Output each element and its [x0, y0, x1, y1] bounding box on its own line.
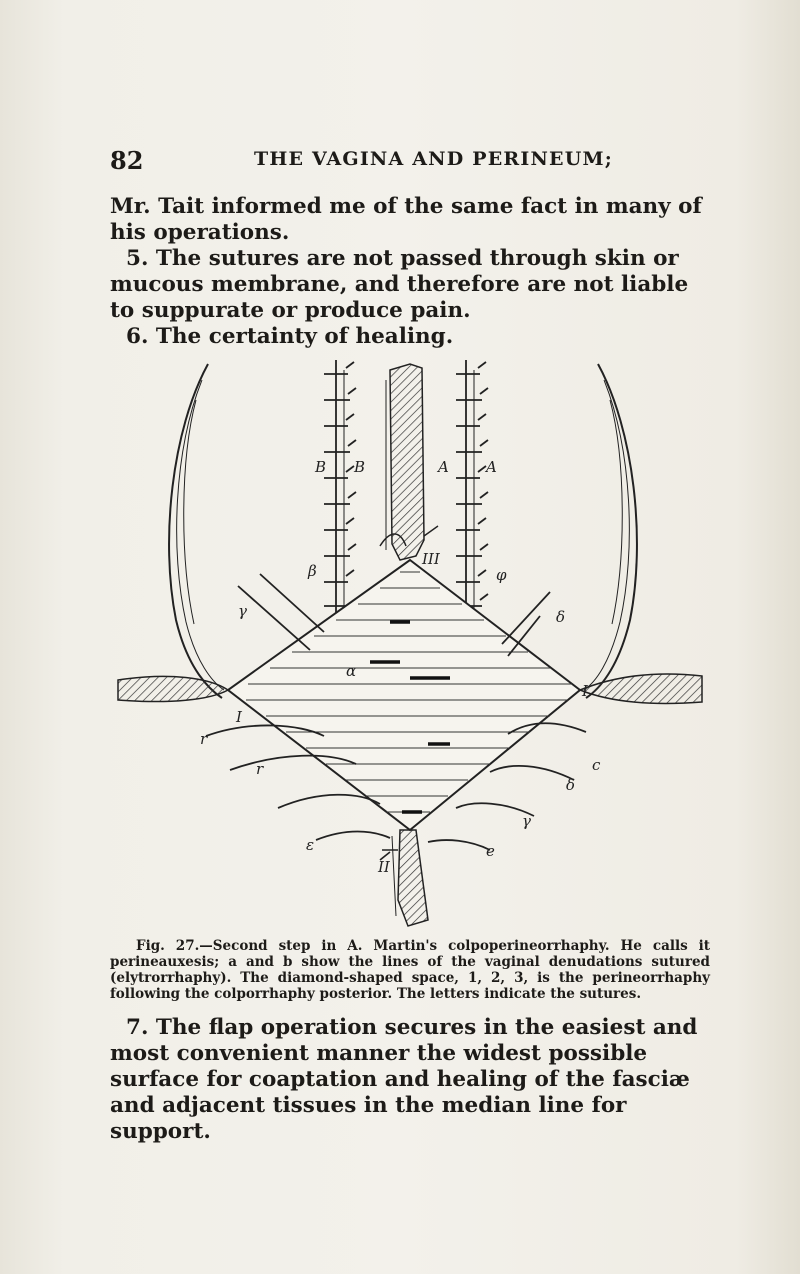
- left-suture-column: [324, 360, 356, 620]
- label-delta-lower: γ: [522, 812, 531, 830]
- right-lateral-band: [580, 674, 702, 704]
- label-b-left: B: [315, 458, 327, 476]
- label-e-right: e: [486, 842, 495, 860]
- body-text-top: [110, 194, 710, 350]
- label-delta-right: δ: [556, 608, 566, 626]
- label-alpha: α: [346, 662, 357, 680]
- label-roman-two: II: [378, 858, 390, 876]
- label-phi: φ: [496, 566, 507, 584]
- paragraph-item-7: 7. The flap operation secures in the easiest and most convenient manner the widest possible surface for coaptation and healing of the fasciæ and adjacent tissues in the median line for support.: [110, 1015, 698, 1144]
- label-gamma: γ: [238, 602, 247, 620]
- page-number: 82: [110, 146, 144, 175]
- label-a-right: A: [486, 458, 497, 476]
- label-eps: ε: [306, 836, 315, 854]
- label-r-small: r: [256, 760, 264, 778]
- caption-text: Fig. 27.—Second step in A. Martin's colpoperineorrhaphy. He calls it perineauxesis; a and b show the lines of the vaginal denudations sutured (elytrorrhaphy). The diamond-shaped space, 1, 2, 3, is the perineorrhaphy following the colporrhaphy posterior. The letters indicate the sutures.: [110, 938, 710, 1002]
- label-b-right: B: [354, 458, 366, 476]
- label-c: c: [592, 756, 601, 774]
- right-outer-curve: [584, 364, 637, 698]
- running-head: THE VAGINA AND PERINEUM;: [254, 148, 613, 170]
- label-a-left: A: [438, 458, 449, 476]
- label-beta: β: [308, 562, 317, 580]
- left-lateral-band: [118, 676, 228, 701]
- label-d-small: δ: [566, 776, 576, 794]
- surgical-diagram: [110, 360, 710, 935]
- diamond-denudation: [228, 560, 580, 830]
- paragraph-tait: Mr. Tait informed me of the same fact in many of his operations.: [110, 194, 702, 245]
- bottom-stem: [380, 830, 428, 926]
- figure-caption: [110, 938, 710, 1002]
- page-header: [110, 146, 710, 176]
- paragraph-item-6: 6. The certainty of healing.: [126, 324, 454, 349]
- left-outer-curve: [169, 364, 224, 698]
- paragraph-item-5: 5. The sutures are not passed through skin or mucous membrane, and therefore are not liable to suppurate or produce pain.: [110, 246, 689, 323]
- label-roman-one-right: I: [582, 682, 588, 700]
- central-hatched-column: [380, 364, 438, 560]
- right-suture-column: [456, 360, 488, 630]
- label-r-left: r: [200, 730, 208, 748]
- label-roman-three: III: [422, 550, 440, 568]
- figure-27: [110, 360, 710, 935]
- label-roman-one-left: I: [236, 708, 242, 726]
